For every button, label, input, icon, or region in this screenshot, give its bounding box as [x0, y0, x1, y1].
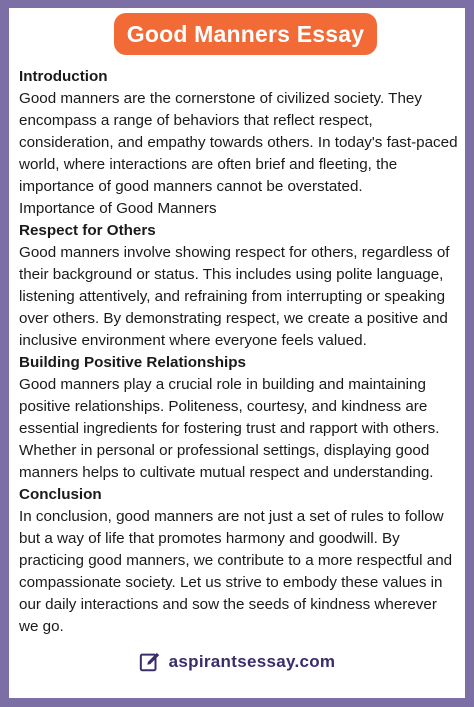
- essay-content: [19, 66, 459, 638]
- edit-icon: [139, 651, 161, 673]
- section-text-respect: Good manners involve showing respect for others, regardless of their background or status. This includes using polite language, listening attentively, and refraining from interrupting or speaking over others. By demonstrating respect, we create a positive and inclusive environment where everyone feels valued.: [19, 244, 450, 349]
- section-text-introduction: Good manners are the cornerstone of civilized society. They encompass a range of behaviors that reflect respect, consideration, and empathy towards others. In today's fast-paced world, where interactions are often brief and fleeting, the importance of good manners cannot be overstated.: [19, 90, 458, 195]
- section-text-relationships: Good manners play a crucial role in building and maintaining positive relationships. Politeness, courtesy, and kindness are essential ingredients for fostering trust and rapport with others. Whether in personal or professional settings, displaying good manners helps to cultivate mutual respect and understanding.: [19, 376, 440, 481]
- section-text-conclusion: In conclusion, good manners are not just a set of rules to follow but a way of life that promotes harmony and goodwill. By practicing good manners, we contribute to a more respectful and compassionate society. Let us strive to embody these values in our daily interactions and sow the seeds of kindness wherever we go.: [19, 508, 453, 635]
- section-heading-respect: Respect for Others: [19, 222, 156, 239]
- footer-site-link[interactable]: aspirantsessay.com: [168, 652, 336, 671]
- section-subheading-importance: Importance of Good Manners: [19, 200, 217, 217]
- footer: [9, 642, 465, 682]
- page-title: Good Manners Essay: [114, 13, 377, 55]
- essay-page: [9, 8, 465, 698]
- section-heading-conclusion: Conclusion: [19, 486, 102, 503]
- section-heading-introduction: Introduction: [19, 68, 108, 85]
- section-heading-relationships: Building Positive Relationships: [19, 354, 246, 371]
